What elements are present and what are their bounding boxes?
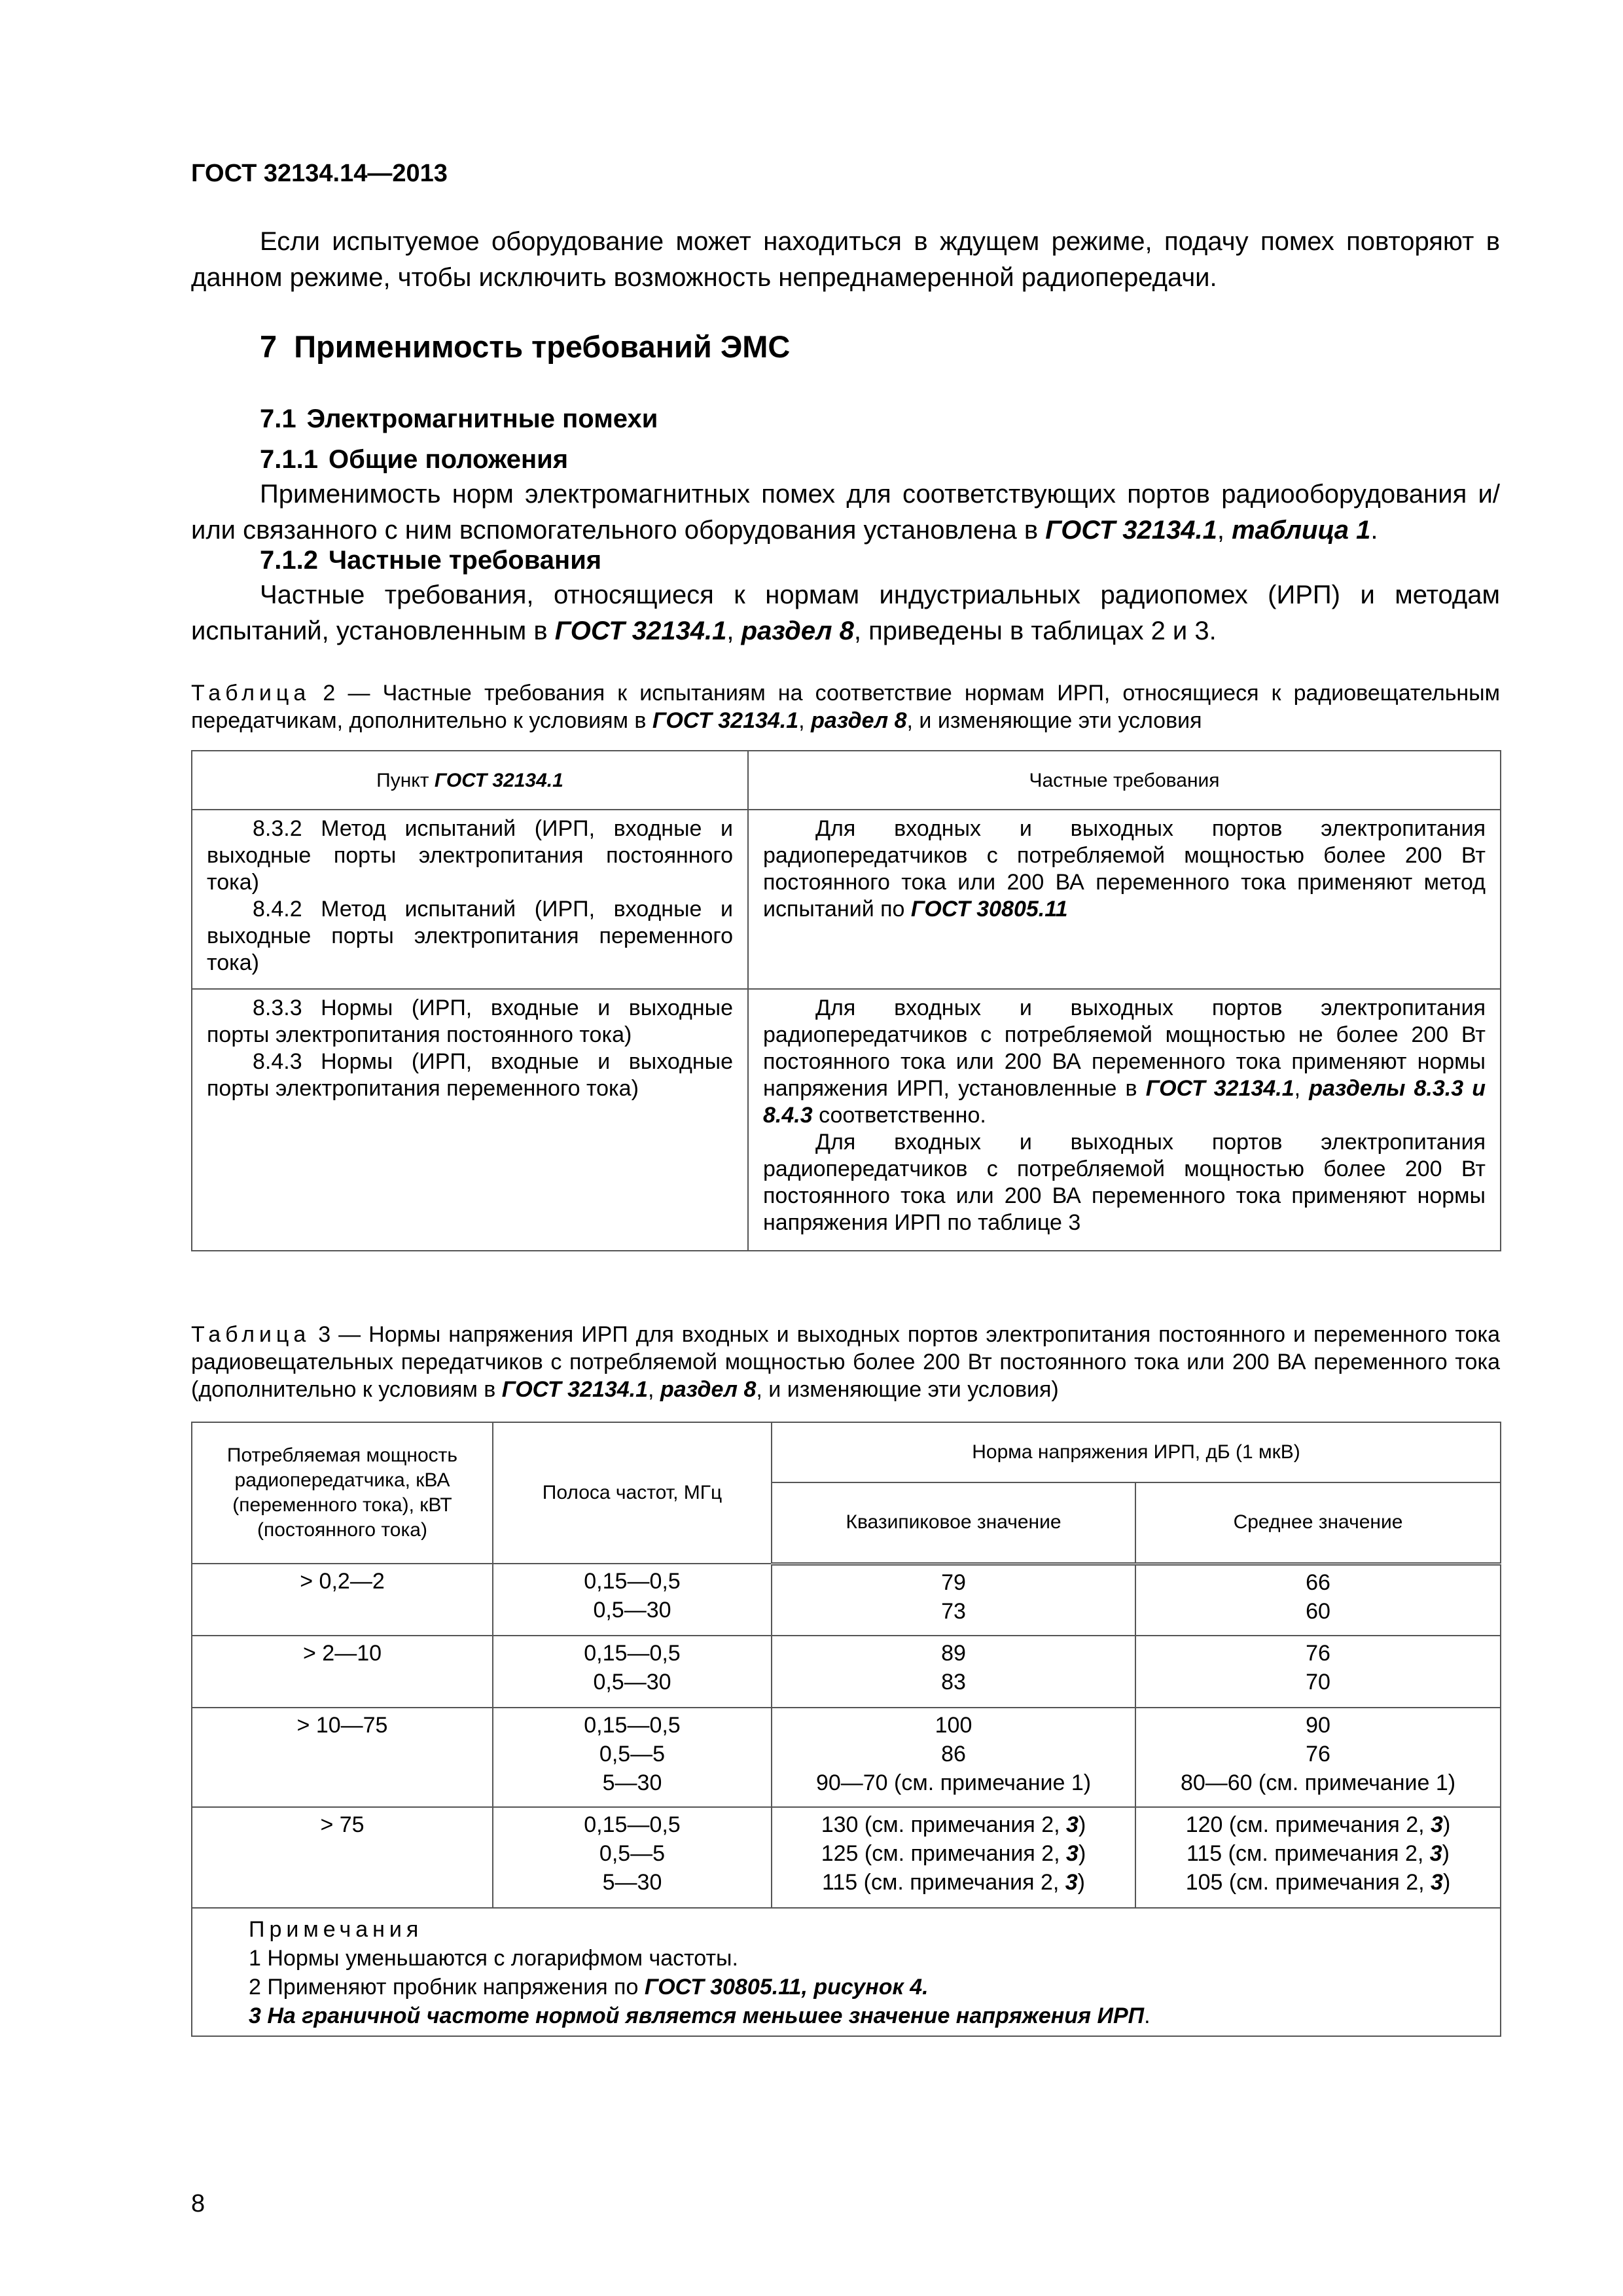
table-3-caption — [191, 1321, 1500, 1403]
band-cell — [493, 1564, 772, 1636]
table-2-caption — [191, 679, 1500, 734]
document-header: ГОСТ 32134.14—2013 — [191, 160, 448, 187]
qp-value: 73 — [941, 1598, 966, 1624]
paragraph-text: Частные требования, относящиеся к нормам индустриальных радиопомех (ИРП) и методам испытаний, установленным в — [191, 581, 1500, 645]
note-reference: 3 — [1066, 1812, 1079, 1837]
requirement-cell — [748, 810, 1501, 989]
standard-reference: ГОСТ 32134.1 — [1045, 516, 1217, 545]
subsection-7-1-1-title — [260, 445, 568, 475]
avg-cell — [1135, 1807, 1501, 1908]
note-2 — [249, 1973, 1487, 2001]
power-cell — [192, 1807, 493, 1908]
avg-value: 90 — [1306, 1713, 1330, 1738]
power-cell — [192, 1564, 493, 1636]
qp-text: 115 (см. примечания 2, — [821, 1870, 1065, 1895]
avg-cell — [1135, 1636, 1501, 1708]
subsection-number: 7.1.1 — [260, 445, 318, 474]
separator: , — [1217, 516, 1232, 545]
requirement-text — [763, 816, 1486, 923]
table-row — [192, 1636, 1501, 1708]
punctuation: . — [1370, 516, 1378, 545]
subsection-7-1-title — [260, 404, 658, 434]
standard-reference: ГОСТ 30805.11 — [910, 897, 1068, 922]
subsection-7-1-2-title — [260, 546, 601, 575]
close-paren: ) — [1442, 1841, 1450, 1866]
clause-cell — [192, 989, 748, 1251]
close-paren: ) — [1442, 1870, 1451, 1895]
punctuation: . — [922, 1975, 929, 2000]
standard-reference: ГОСТ 32134.1 — [652, 708, 799, 733]
qp-value — [777, 1839, 1130, 1868]
power-cell — [192, 1708, 493, 1807]
qp-value — [777, 1810, 1130, 1839]
table-row — [192, 1807, 1501, 1908]
col-head-average: Среднее значение — [1135, 1482, 1501, 1564]
clause-text: 8.3.3 Нормы (ИРП, входные и выходные порты электропитания постоянного тока) — [207, 996, 733, 1047]
requirement-text — [763, 995, 1486, 1129]
qp-value: 83 — [941, 1670, 966, 1695]
avg-value — [1141, 1810, 1495, 1839]
note-1: 1 Нормы уменьшаются с логарифмом частоты. — [249, 1946, 738, 1971]
note-reference: 3 — [1429, 1841, 1442, 1866]
note-reference: 3 — [1066, 1841, 1079, 1866]
caption-label: Таблица — [191, 681, 311, 706]
page-number: 8 — [191, 2190, 205, 2217]
note-reference: 3 — [1431, 1870, 1443, 1895]
section-reference: раздел 8 — [811, 708, 907, 733]
band-value: 0,5—5 — [599, 1841, 666, 1866]
requirement-body: Для входных и выходных портов электропитания радиопередатчиков с потребляемой мощностью не более 200 Вт постоянного тока или 200 ВА переменного тока применяют нормы напряжения ИРП, установленные в — [763, 996, 1486, 1101]
close-paren: ) — [1077, 1870, 1085, 1895]
section-reference: раздел 8 — [741, 617, 854, 645]
table-reference: таблица 1 — [1232, 516, 1371, 545]
caption-number: 3 — [310, 1322, 331, 1347]
qp-value: 89 — [941, 1641, 966, 1666]
section-reference: разделы 8.3.3 и 8.4.3 — [763, 1076, 1486, 1128]
power-value: > 2—10 — [302, 1641, 382, 1666]
requirement-text: Для входных и выходных портов электропитания радиопередатчиков с потребляемой мощностью более 200 Вт постоянного тока или 200 ВА переменного тока применяют нормы напряжения ИРП по таблице 3 — [763, 1130, 1486, 1235]
requirement-end: соответственно. — [812, 1103, 986, 1128]
table-row — [192, 1564, 1501, 1636]
table-header-row — [192, 751, 1501, 810]
subsection-title: Общие положения — [328, 445, 569, 474]
clause-text: 8.3.2 Метод испытаний (ИРП, входные и выходные порты электропитания постоянного тока) — [207, 816, 733, 895]
qp-text: 125 (см. примечания 2, — [821, 1841, 1067, 1866]
qp-cell — [772, 1807, 1135, 1908]
qp-value: 86 — [941, 1742, 966, 1767]
punctuation: , приведены в таблицах 2 и 3. — [853, 617, 1217, 645]
band-value: 0,5—5 — [599, 1742, 666, 1767]
band-value: 5—30 — [602, 1870, 662, 1895]
note-reference: 3 — [1431, 1812, 1443, 1837]
standard-reference: ГОСТ 32134.1 — [554, 617, 727, 645]
caption-text: — Частные требования к испытаниям на соответствие нормам ИРП, относящиеся к радиовещательным передатчикам, дополнительно к условиям в — [191, 681, 1500, 733]
standard-reference: ГОСТ 32134.1 — [1145, 1076, 1294, 1101]
subsection-7-1-1-text — [191, 476, 1500, 548]
header-text: Пункт — [376, 769, 435, 791]
band-cell — [493, 1807, 772, 1908]
caption-end: , и изменяющие эти условия — [906, 708, 1202, 733]
clause-text: 8.4.2 Метод испытаний (ИРП, входные и выходные порты электропитания переменного тока) — [207, 897, 733, 975]
power-value: > 75 — [320, 1812, 365, 1837]
avg-text: 105 (см. примечания 2, — [1185, 1870, 1431, 1895]
col-head-requirements: Частные требования — [748, 751, 1501, 810]
standard-reference: ГОСТ 32134.1 — [501, 1377, 649, 1402]
section-7-title — [260, 329, 790, 365]
subsection-title: Частные требования — [328, 546, 602, 575]
power-cell — [192, 1636, 493, 1708]
section-reference: раздел 8 — [660, 1377, 757, 1402]
qp-cell — [772, 1708, 1135, 1807]
note-reference: 3 — [1065, 1870, 1078, 1895]
band-value: 0,15—0,5 — [584, 1713, 681, 1738]
requirement-body: Для входных и выходных портов электропитания радиопередатчиков с потребляемой мощностью более 200 Вт постоянного тока или 200 ВА переменного тока применяют метод испытаний по — [763, 816, 1486, 922]
table-3 — [191, 1422, 1501, 2037]
avg-value — [1141, 1839, 1495, 1868]
band-value: 5—30 — [602, 1770, 662, 1795]
table-row — [192, 1708, 1501, 1807]
col-head-band: Полоса частот, МГц — [493, 1422, 772, 1564]
section-title: Применимость требований ЭМС — [294, 329, 791, 364]
separator: , — [726, 617, 741, 645]
close-paren: ) — [1078, 1812, 1086, 1837]
subsection-number: 7.1.2 — [260, 546, 318, 575]
note-3 — [249, 2001, 1487, 2030]
caption-number: 2 — [310, 681, 336, 706]
power-value: > 10—75 — [296, 1713, 388, 1738]
table-2 — [191, 750, 1501, 1251]
qp-value: 90—70 (см. примечание 1) — [815, 1770, 1092, 1795]
note-text: 3 На граничной частоте нормой является меньшее значение напряжения ИРП — [249, 2003, 1145, 2028]
band-value: 0,5—30 — [593, 1598, 671, 1623]
qp-cell — [772, 1564, 1135, 1636]
avg-value: 60 — [1306, 1598, 1330, 1624]
clause-cell — [192, 810, 748, 989]
qp-value — [777, 1868, 1130, 1897]
band-cell — [493, 1636, 772, 1708]
avg-value: 76 — [1306, 1742, 1330, 1767]
avg-value: 80—60 (см. примечание 1) — [1180, 1770, 1456, 1795]
qp-text: 130 (см. примечания 2, — [821, 1812, 1067, 1837]
standard-reference: ГОСТ 32134.1 — [434, 769, 563, 791]
qp-value: 100 — [935, 1713, 972, 1738]
col-head-clause — [192, 751, 748, 810]
avg-cell — [1135, 1708, 1501, 1807]
caption-end: , и изменяющие эти условия) — [756, 1377, 1059, 1402]
separator: , — [1294, 1076, 1310, 1101]
separator: , — [798, 708, 812, 733]
clause-text: 8.4.3 Нормы (ИРП, входные и выходные порты электропитания переменного тока) — [207, 1049, 733, 1101]
caption-label: Таблица — [191, 1322, 311, 1347]
subsection-title: Электромагнитные помехи — [306, 404, 658, 433]
col-head-power: Потребляемая мощность радиопередатчика, кВА (переменного тока), кВТ (постоянного тока) — [192, 1422, 493, 1564]
caption-text: — Нормы напряжения ИРП для входных и выходных портов электропитания постоянного и переменного тока радиовещательных передатчиков с потребляемой мощностью более 200 Вт постоянного тока или 200 ВА переменного тока (дополнительно к условиям в — [191, 1322, 1500, 1402]
notes-row — [192, 1908, 1501, 2036]
qp-value: 79 — [941, 1570, 966, 1595]
table-row — [192, 810, 1501, 989]
subsection-number: 7.1 — [260, 404, 296, 433]
col-head-norm: Норма напряжения ИРП, дБ (1 мкВ) — [772, 1422, 1501, 1482]
avg-value: 66 — [1306, 1570, 1330, 1595]
separator: , — [648, 1377, 660, 1402]
intro-paragraph: Если испытуемое оборудование может находиться в ждущем режиме, подачу помех повторяют в данном режиме, чтобы исключить возможность непреднамеренной радиопередачи. — [191, 227, 1500, 292]
band-value: 0,5—30 — [593, 1670, 671, 1695]
subsection-7-1-2-text — [191, 577, 1500, 649]
paragraph-text: Применимость норм электромагнитных помех для соответствующих портов радиооборудования и/или связанного с ним вспомогательного оборудования установлена в — [191, 480, 1500, 545]
avg-text: 120 (см. примечания 2, — [1185, 1812, 1431, 1837]
punctuation: . — [1144, 2003, 1150, 2028]
standard-reference: ГОСТ 30805.11, рисунок 4 — [644, 1975, 923, 2000]
table-row — [192, 989, 1501, 1251]
notes-heading: Примечания — [249, 1917, 423, 1942]
avg-value — [1141, 1868, 1495, 1897]
section-number: 7 — [260, 329, 277, 364]
close-paren: ) — [1078, 1841, 1086, 1866]
note-text: 2 Применяют пробник напряжения по — [249, 1975, 645, 2000]
col-head-quasi-peak: Квазипиковое значение — [772, 1482, 1135, 1564]
notes-cell — [192, 1908, 1501, 2036]
avg-text: 115 (см. примечания 2, — [1186, 1841, 1430, 1866]
band-value: 0,15—0,5 — [584, 1812, 681, 1837]
requirement-cell — [748, 989, 1501, 1251]
close-paren: ) — [1442, 1812, 1451, 1837]
avg-value: 76 — [1306, 1641, 1330, 1666]
qp-cell — [772, 1636, 1135, 1708]
avg-value: 70 — [1306, 1670, 1330, 1695]
power-value: > 0,2—2 — [300, 1569, 385, 1594]
avg-cell — [1135, 1564, 1501, 1636]
band-value: 0,15—0,5 — [584, 1641, 681, 1666]
band-cell — [493, 1708, 772, 1807]
table-header-row — [192, 1422, 1501, 1482]
band-value: 0,15—0,5 — [584, 1569, 681, 1594]
